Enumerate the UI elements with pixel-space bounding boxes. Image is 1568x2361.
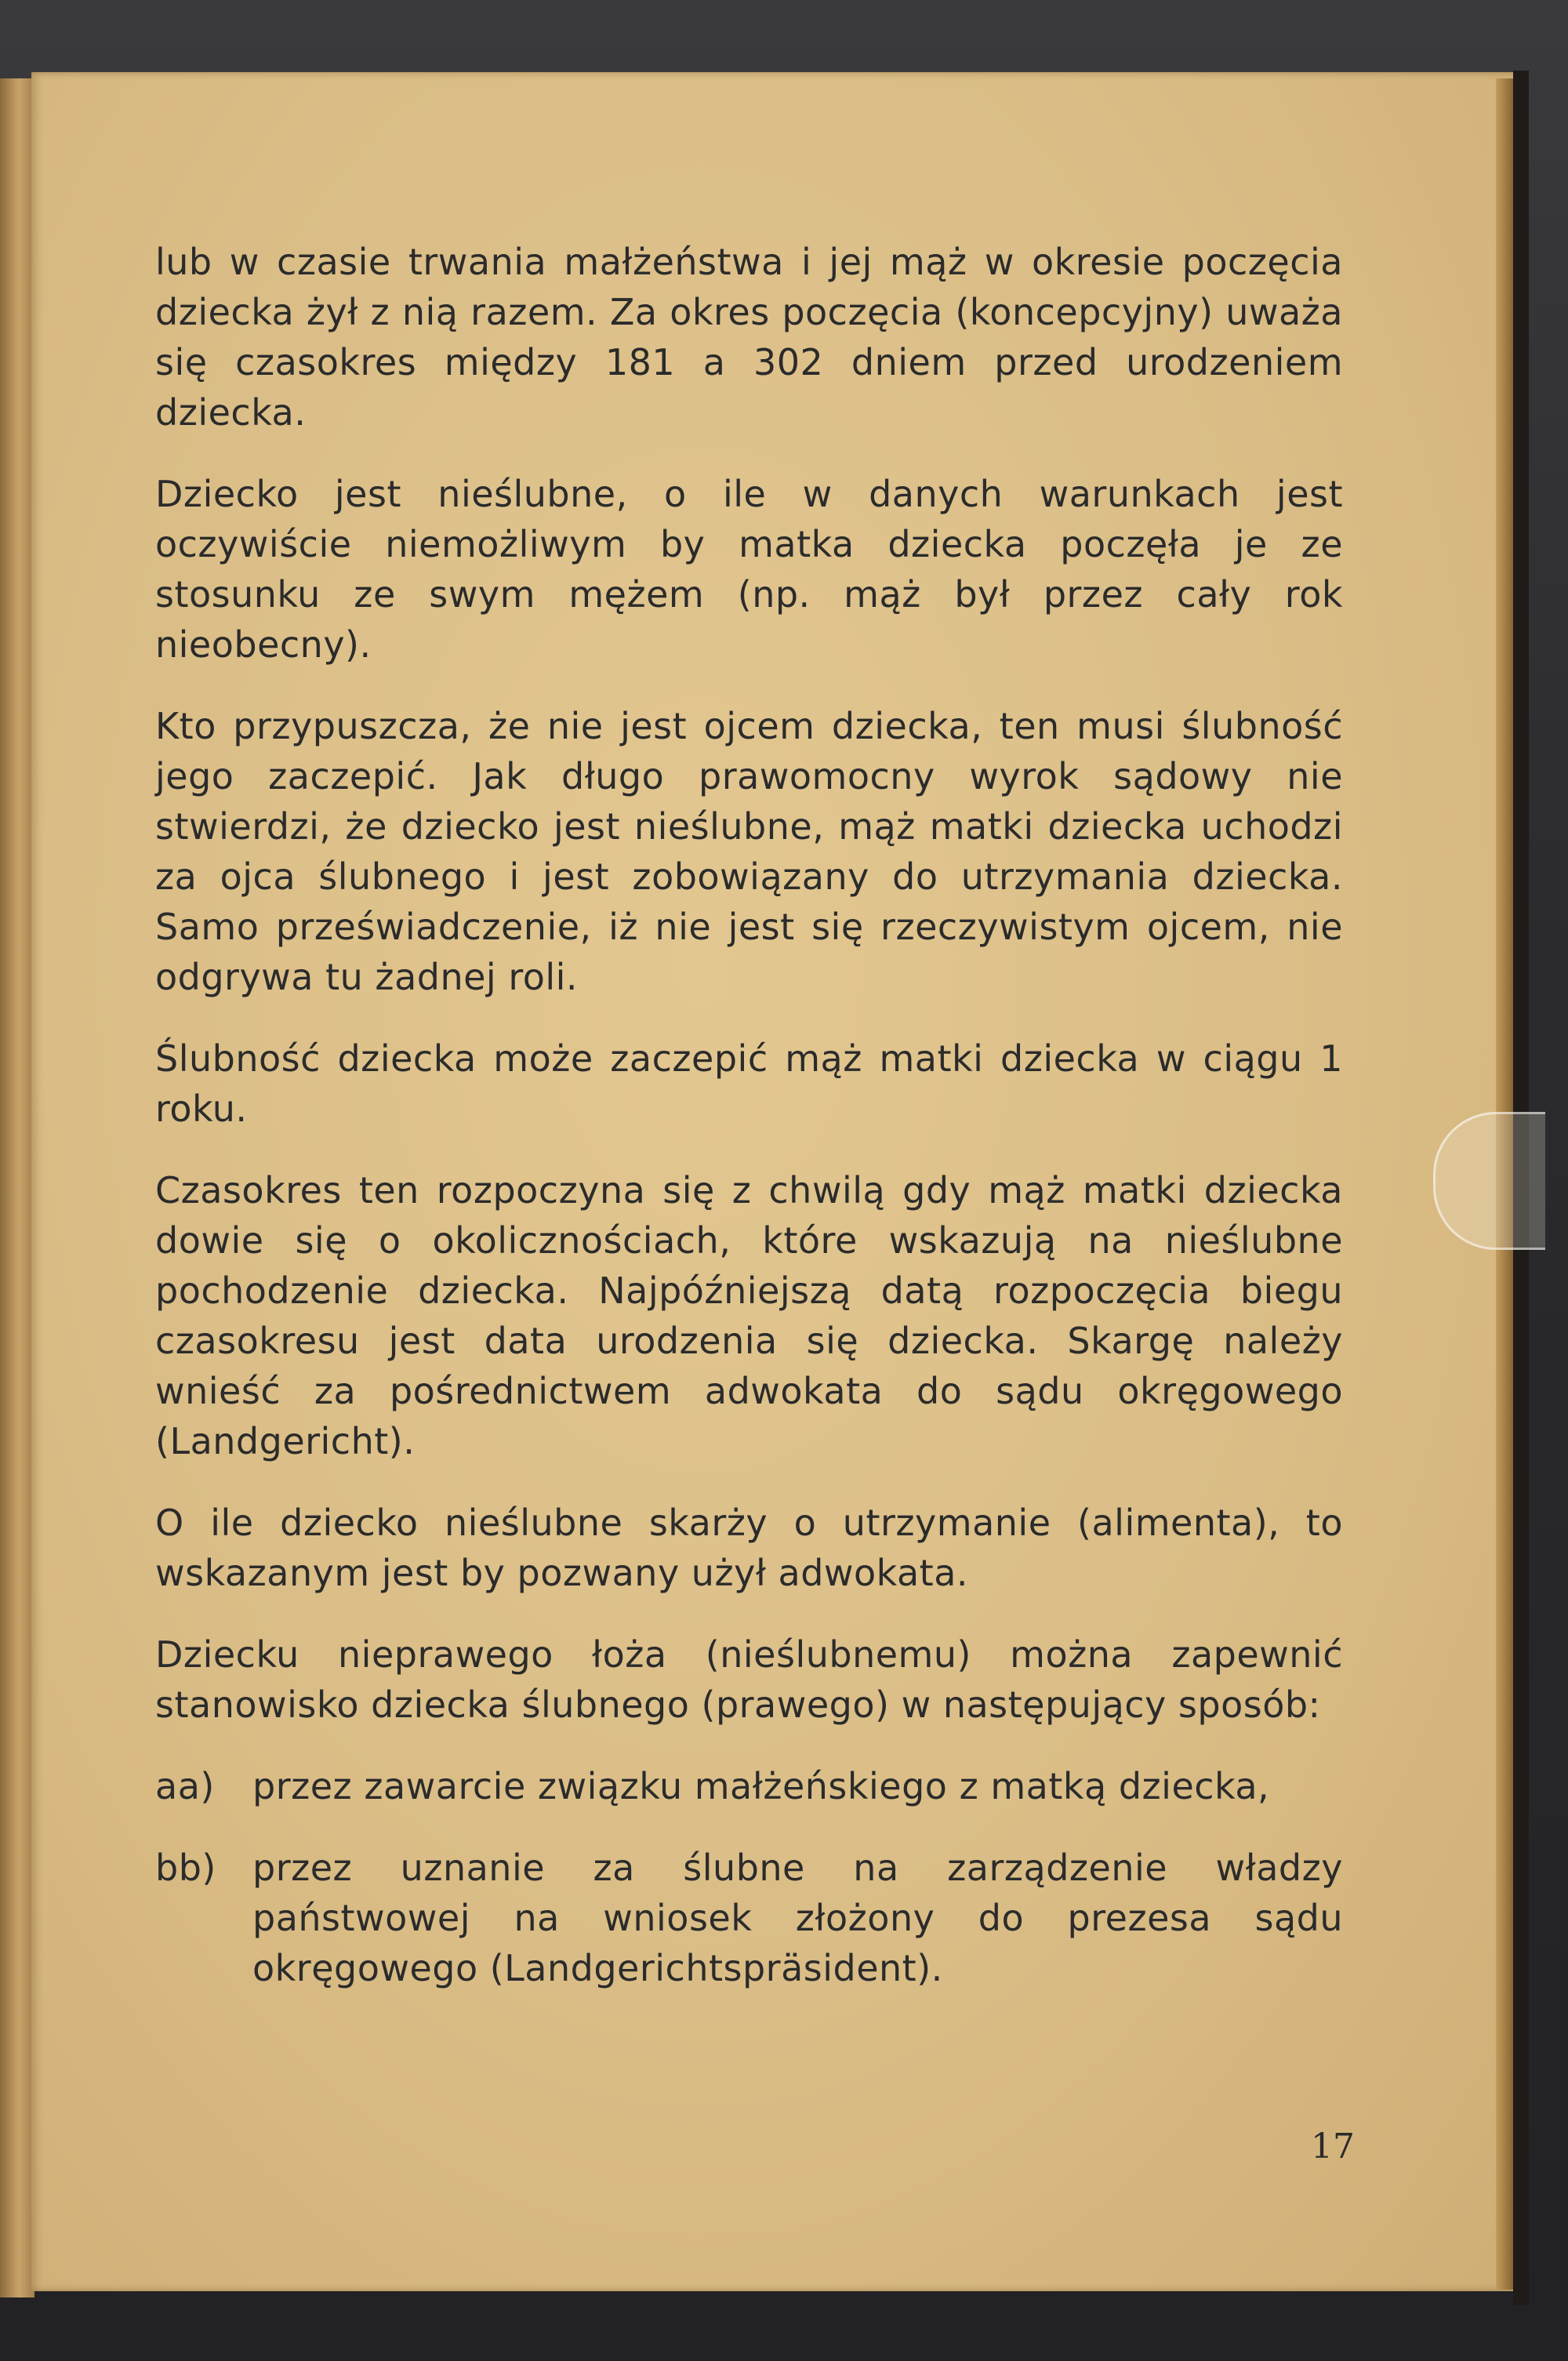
paragraph: Dziecko jest nieślubne, o ile w danych warunkach jest oczywiście niemożliwym by matka dziecka poczęła je ze stosunku ze swym mężem (np. mąż był przez cały rok nieobecny).	[155, 473, 1343, 666]
page-number: 17	[1311, 2127, 1355, 2167]
page-clip	[1433, 1112, 1545, 1250]
list-label: bb)	[155, 1847, 216, 1889]
list-text: przez zawarcie związku małżeńskiego z matką dziecka,	[252, 1765, 1270, 1807]
list-text: przez uznanie za ślubne na zarządzenie władzy państwowej na wniosek złożony do prezesa sądu okręgowego (Landgerichtspräsident).	[252, 1847, 1343, 1989]
paragraph: lub w czasie trwania małżeństwa i jej mąż w okresie poczęcia dziecka żył z nią razem. Za okres poczęcia (koncepcyjny) uważa się czasokres między 181 a 302 dniem przed urodzeniem dziecka.	[155, 241, 1343, 434]
paragraph: Dziecku nieprawego łoża (nieślubnemu) można zapewnić stanowisko dziecka ślubnego (prawego) w następujący sposób:	[155, 1633, 1343, 1726]
paragraph: O ile dziecko nieślubne skarży o utrzymanie (alimenta), to wskazanym jest by pozwany użył adwokata.	[155, 1502, 1343, 1594]
paragraph: Czasokres ten rozpoczyna się z chwilą gdy mąż matki dziecka dowie się o okolicznościach, które wskazują na nieślubne pochodzenie dziecka. Najpóźniejszą datą rozpoczęcia biegu czasokresu jest data urodzenia się dziecka. Skargę należy wnieść za pośrednictwem adwokata do sądu okręgowego (Landgericht).	[155, 1169, 1343, 1462]
paragraph: Ślubność dziecka może zaczepić mąż matki dziecka w ciągu 1 roku.	[155, 1037, 1343, 1130]
paragraph: Kto przypuszcza, że nie jest ojcem dziecka, ten musi ślubność jego zaczepić. Jak długo prawomocny wyrok sądowy nie stwierdzi, że dziecko jest nieślubne, mąż matki dziecka uchodzi za ojca ślubnego i jest zobowiązany do utrzymania dziecka. Samo przeświadczenie, iż nie jest się rzeczywistym ojcem, nie odgrywa tu żadnej roli.	[155, 705, 1343, 998]
page-text	[155, 237, 1343, 2025]
previous-page-edge	[0, 78, 34, 2297]
list-item	[155, 1843, 1343, 1993]
list-label: aa)	[155, 1765, 215, 1807]
list-item	[155, 1761, 1343, 1811]
